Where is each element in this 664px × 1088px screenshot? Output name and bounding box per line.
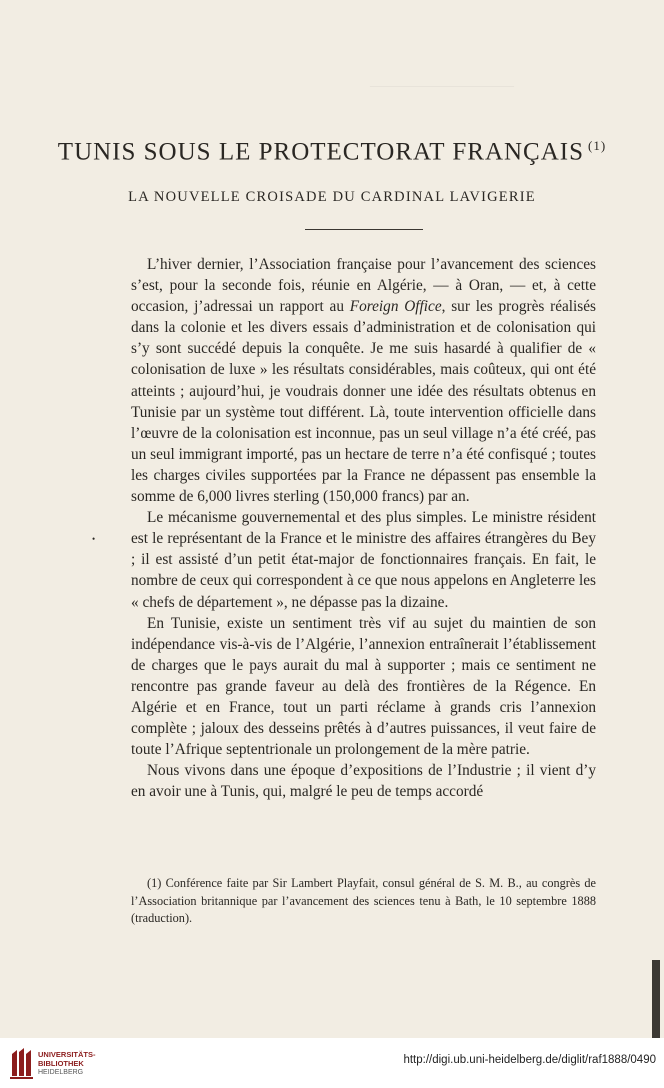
library-name-line-2: BIBLIOTHEK	[38, 1059, 84, 1068]
paragraph-2: Le mécanisme gouvernemental et des plus simples. Le ministre résident est le représentant de la France et le ministre des affaires étrangères du Bey ; il est assisté d’un petit état-major de fonctionnaires français. En fait, le nombre de ceux qui correspondent à ce que nous appelons en Angleterre les « chefs de département », ne dépasse pas la dizaine.	[131, 509, 596, 611]
library-logo-icon	[8, 1046, 34, 1080]
library-name-line-3: HEIDELBERG	[38, 1069, 84, 1076]
title-divider	[305, 229, 423, 230]
paragraph-4: Nous vivons dans une époque d’expositions de l’Industrie ; il vient d’y en avoir une à Tunis, qui, malgré le peu de temps accordé	[131, 762, 596, 801]
article-body	[131, 254, 596, 802]
paragraph-1-end: , sur les progrès réalisés dans la colonie et les divers essais d’administration et de colonisation qui s’y sont succédé depuis la conquête. Je me suis hasardé à qualifier de « colonisation de luxe » les résultats considérables, mais coûteux, qui ont été atteints ; aujourd’hui, je voudrais donner une idée des résultats obtenus en Tunisie par un système tout différent. Là, toute intervention officielle dans l’œuvre de la colonisation est inconnue, pas un seul village n’a été créé, pas un seul immigrant importé, pas un hectare de terre n’a été confisqué ; toutes les charges civiles supportées par la France ne dépassent pas ensemble la somme de 6,000 livres sterling (150,000 francs) par an.	[131, 298, 596, 506]
library-name	[38, 1050, 96, 1077]
footnote	[131, 875, 596, 928]
library-name-line-1: UNIVERSITÄTS-	[38, 1050, 96, 1059]
foreign-office-italic: Foreign Office	[349, 298, 442, 316]
title-footnote-marker: (1)	[588, 138, 607, 153]
page-subtitle: LA NOUVELLE CROISADE DU CARDINAL LAVIGERIE	[128, 189, 536, 205]
bleed-through-text: ————————————	[370, 78, 514, 92]
footnote-text: (1) Conférence faite par Sir Lambert Playfait, consul général de S. M. B., au congrès de l’Association britannique par l’avancement des sciences tenu à Bath, le 10 septembre 1888 (traduction).	[131, 876, 596, 925]
permalink[interactable]: http://digi.ub.uni-heidelberg.de/diglit/raf1888/0490	[403, 1054, 656, 1066]
paragraph-1	[131, 254, 596, 507]
paragraph-3: En Tunisie, existe un sentiment très vif au sujet du maintien de son indépendance vis-à-vis de l’Algérie, l’annexion entraînerait l’établissement de charges que le pays aurait du mal à supporter ; mais ce sentiment ne rencontre pas grande faveur au delà des frontières de la Régence. En Algérie et en France, tout un parti réclame à grands cris l’annexion complète ; jaloux des desseins prêtés à d’autres puissances, il veut faire de toute l’Afrique septentrionale un prolongement de la mère patrie.	[131, 614, 596, 759]
title-text: TUNIS SOUS LE PROTECTORAT FRANÇAIS	[57, 138, 585, 166]
page-title	[0, 138, 664, 166]
margin-mark: •	[92, 534, 96, 544]
paragraph-1-start: L’hiver dernier, l’Association française pour l’avancement des sciences s’est, pour la seconde fois, réunie en Algérie, — à Oran, — et, à cette occasion, j’adressai un rapport au	[131, 256, 596, 316]
page-edge-shadow	[652, 960, 660, 1040]
